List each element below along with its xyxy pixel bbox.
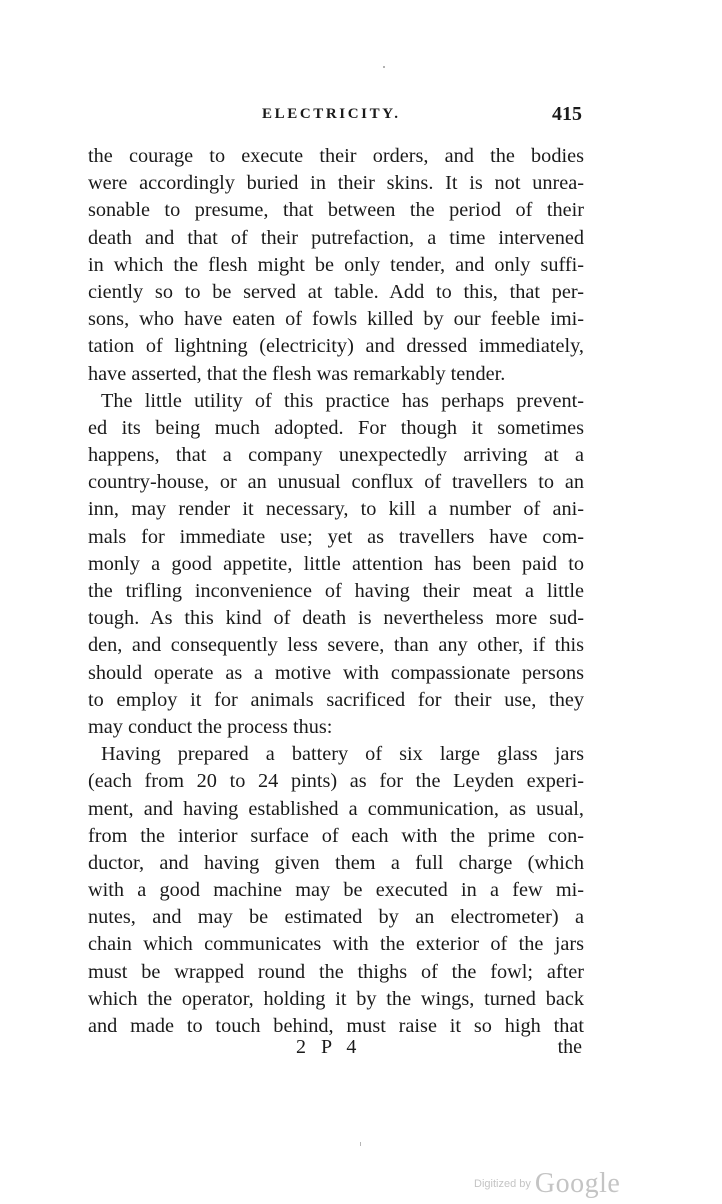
watermark-prefix: Digitized by (474, 1178, 531, 1190)
text-line: death and that of their putrefaction, a time intervened (88, 226, 584, 249)
paragraph (88, 143, 584, 388)
text-line: must be wrapped round the thighs of the fowl; after (88, 960, 584, 983)
watermark-brand: Google (534, 1168, 621, 1199)
text-line: ment, and having established a communication, as usual, (88, 797, 584, 820)
body-text (88, 143, 584, 1040)
page-speck (383, 66, 385, 68)
text-line: tough. As this kind of death is nevertheless more sud- (88, 607, 584, 630)
text-line: in which the flesh might be only tender, and only suffi- (88, 253, 584, 276)
text-line: country-house, or an unusual conflux of travellers to an (88, 471, 584, 494)
text-line: may conduct the process thus: (88, 715, 333, 738)
text-line: to employ it for animals sacrificed for their use, they (88, 688, 584, 711)
digitized-watermark (474, 1168, 620, 1202)
text-line: ed its being much adopted. For though it sometimes (88, 416, 584, 439)
text-line: den, and consequently less severe, than any other, if this (88, 634, 584, 657)
text-line: mals for immediate use; yet as travellers have com- (88, 525, 584, 548)
text-line: monly a good appetite, little attention has been paid to (88, 552, 584, 575)
signature-mark: 2 P 4 (296, 1036, 362, 1058)
text-line: and made to touch behind, must raise it so high that (88, 1015, 584, 1037)
text-line: the trifling inconvenience of having their meat a little (88, 580, 584, 602)
text-line: should operate as a motive with compassionate persons (88, 661, 584, 684)
page-footer (88, 1036, 584, 1062)
text-line: have asserted, that the flesh was remarkably tender. (88, 362, 506, 385)
text-line: which the operator, holding it by the wings, turned back (88, 987, 584, 1010)
text-line: ciently so to be served at table. Add to this, that per- (88, 280, 584, 303)
text-line: Having prepared a battery of six large glass jars (101, 743, 584, 766)
text-line: with a good machine may be executed in a few mi- (88, 879, 584, 902)
running-title: ELECTRICITY. (262, 106, 401, 122)
paragraph (88, 741, 584, 1040)
text-line: ductor, and having given them a full charge (which (88, 851, 584, 874)
catchword: the (557, 1036, 582, 1058)
text-line: were accordingly buried in their skins. It is not unrea- (88, 172, 584, 195)
text-line: happens, that a company unexpectedly arriving at a (88, 444, 584, 467)
text-line: nutes, and may be estimated by an electrometer) a (88, 906, 584, 929)
text-line: tation of lightning (electricity) and dressed immediately, (88, 335, 584, 358)
text-line: the courage to execute their orders, and the bodies (88, 145, 584, 167)
text-line: (each from 20 to 24 pints) as for the Leyden experi- (88, 770, 584, 793)
text-line: sons, who have eaten of fowls killed by our feeble imi- (88, 308, 584, 331)
text-line: The little utility of this practice has perhaps prevent- (101, 389, 584, 412)
page-speck (360, 1142, 361, 1146)
paragraph (88, 388, 584, 741)
text-line: inn, may render it necessary, to kill a number of ani- (88, 498, 584, 521)
text-line: from the interior surface of each with the prime con- (88, 824, 584, 847)
running-header (88, 104, 584, 128)
text-line: chain which communicates with the exterior of the jars (88, 933, 584, 956)
page-number: 415 (552, 103, 582, 125)
text-line: sonable to presume, that between the period of their (88, 199, 584, 222)
